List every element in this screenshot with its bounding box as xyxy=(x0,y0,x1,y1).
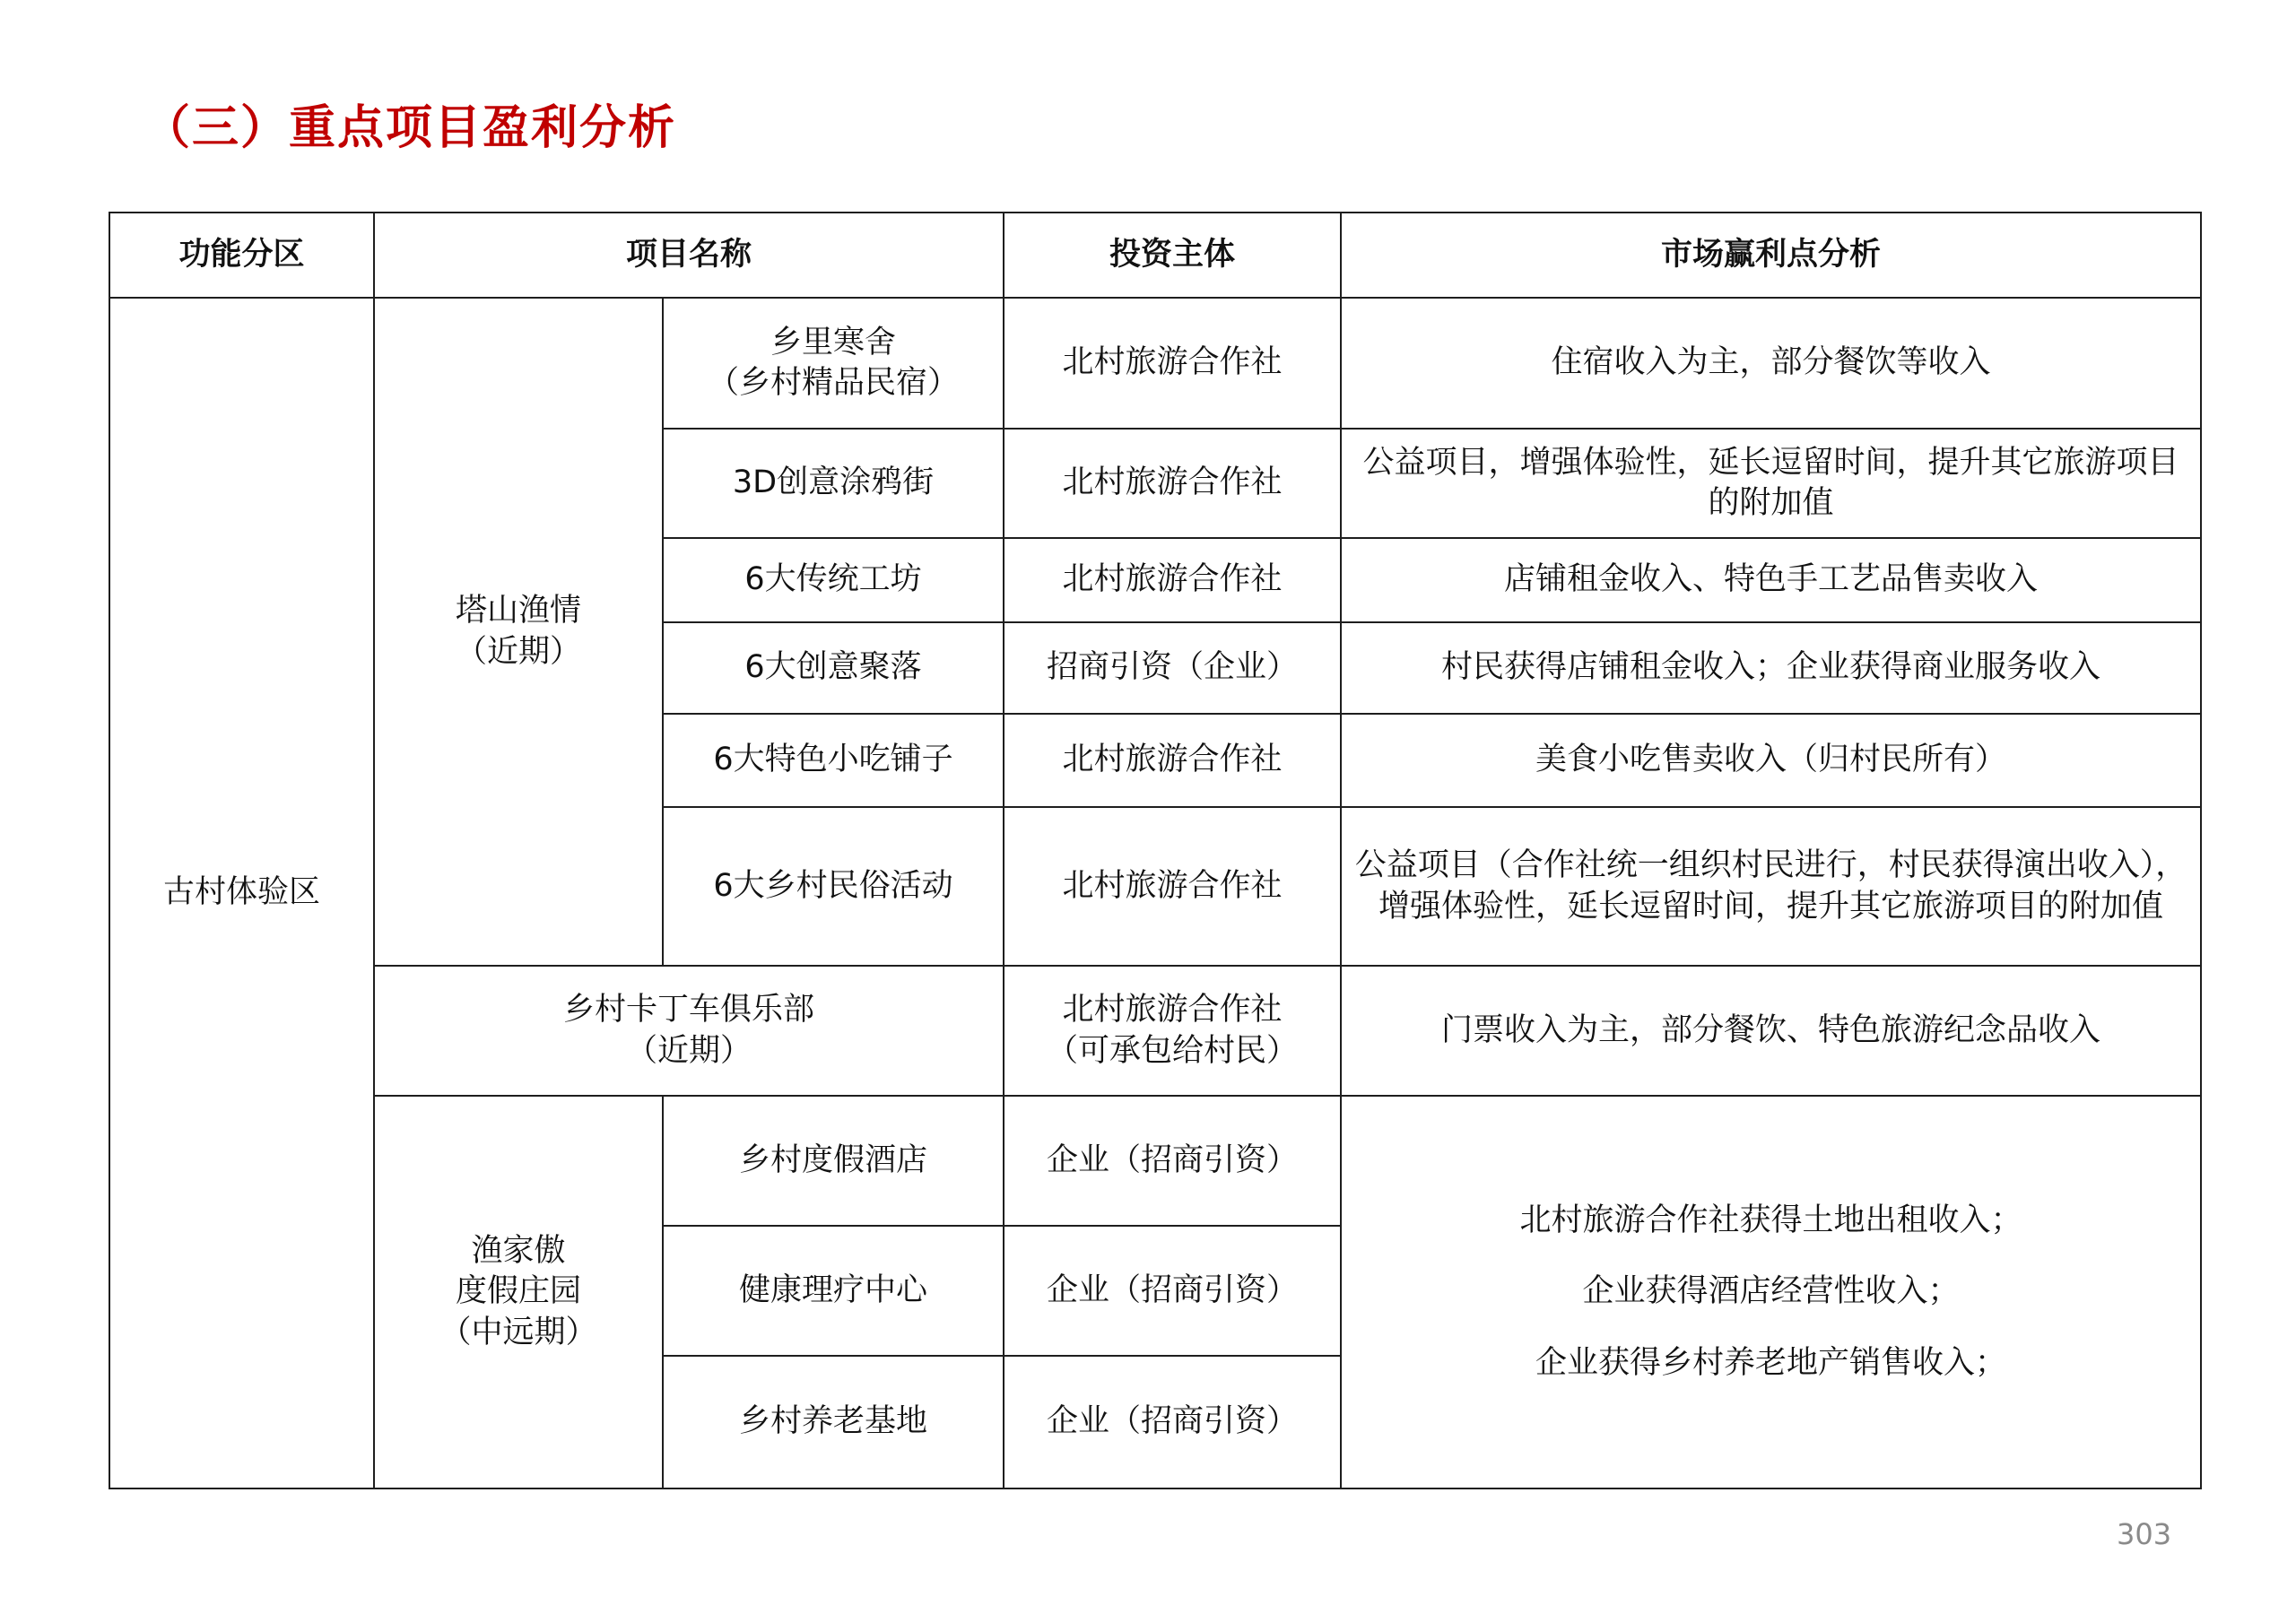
group-name-line1: 渔家傲 xyxy=(471,1232,566,1269)
investor-note: （可承包给村民） xyxy=(1047,1032,1299,1069)
profit-analysis-table xyxy=(109,212,2202,1489)
investor-cell: 北村旅游合作社 xyxy=(1004,714,1341,807)
header-zone: 功能分区 xyxy=(109,213,374,298)
analysis-cell: 公益项目，增强体验性，延长逗留时间，提升其它旅游项目的附加值 xyxy=(1341,429,2201,538)
zone-cell: 古村体验区 xyxy=(109,298,374,1488)
group-phase: （中远期） xyxy=(439,1314,597,1350)
project-cell: 健康理疗中心 xyxy=(663,1226,1004,1356)
project-cell: 6大特色小吃铺子 xyxy=(663,714,1004,807)
investor-cell: 企业（招商引资） xyxy=(1004,1226,1341,1356)
investor-cell: 北村旅游合作社 xyxy=(1004,538,1341,622)
page-title: （三）重点项目盈利分析 xyxy=(144,101,677,155)
project-cell: 乡村度假酒店 xyxy=(663,1096,1004,1226)
group-phase: （近期） xyxy=(455,633,581,670)
project-cell: 乡村养老基地 xyxy=(663,1356,1004,1488)
investor-cell: 招商引资（企业） xyxy=(1004,622,1341,714)
analysis-line: 北村旅游合作社获得土地出租收入； xyxy=(1519,1202,2022,1238)
group-tashan-cell xyxy=(374,298,663,966)
analysis-line: 企业获得酒店经营性收入； xyxy=(1582,1273,1960,1310)
yujia-analysis-cell xyxy=(1341,1096,2201,1488)
group-name: 乡村卡丁车俱乐部 xyxy=(563,992,815,1028)
group-kart-cell xyxy=(374,966,1004,1096)
analysis-cell: 美食小吃售卖收入（归村民所有） xyxy=(1341,714,2201,807)
analysis-cell: 门票收入为主，部分餐饮、特色旅游纪念品收入 xyxy=(1341,966,2201,1096)
project-cell xyxy=(663,298,1004,429)
header-investor: 投资主体 xyxy=(1004,213,1341,298)
table-row xyxy=(109,1096,2201,1226)
group-phase: （近期） xyxy=(626,1032,752,1069)
investor-cell: 企业（招商引资） xyxy=(1004,1096,1341,1226)
analysis-cell: 公益项目（合作社统一组织村民进行，村民获得演出收入），增强体验性，延长逗留时间，提升其它旅游项目的附加值 xyxy=(1341,807,2201,966)
project-cell: 6大乡村民俗活动 xyxy=(663,807,1004,966)
page-number: 303 xyxy=(2117,1517,2172,1551)
table-header-row xyxy=(109,213,2201,298)
table-row xyxy=(109,298,2201,429)
analysis-cell: 住宿收入为主，部分餐饮等收入 xyxy=(1341,298,2201,429)
project-name: 乡里寒舍 xyxy=(770,324,897,360)
analysis-line: 企业获得乡村养老地产销售收入； xyxy=(1535,1344,2007,1381)
analysis-cell: 村民获得店铺租金收入；企业获得商业服务收入 xyxy=(1341,622,2201,714)
project-subtitle: （乡村精品民宿） xyxy=(708,365,960,401)
header-project: 项目名称 xyxy=(374,213,1004,298)
investor-cell: 企业（招商引资） xyxy=(1004,1356,1341,1488)
investor-cell: 北村旅游合作社 xyxy=(1004,429,1341,538)
header-analysis: 市场赢利点分析 xyxy=(1341,213,2201,298)
investor-cell xyxy=(1004,966,1341,1096)
group-yujia-cell xyxy=(374,1096,663,1488)
group-name: 塔山渔情 xyxy=(455,593,581,629)
analysis-cell: 店铺租金收入、特色手工艺品售卖收入 xyxy=(1341,538,2201,622)
project-cell: 3D创意涂鸦街 xyxy=(663,429,1004,538)
project-cell: 6大创意聚落 xyxy=(663,622,1004,714)
investor-cell: 北村旅游合作社 xyxy=(1004,807,1341,966)
table-row xyxy=(109,966,2201,1096)
group-name-line2: 度假庄园 xyxy=(455,1273,581,1310)
investor-name: 北村旅游合作社 xyxy=(1062,992,1283,1028)
investor-cell: 北村旅游合作社 xyxy=(1004,298,1341,429)
project-cell: 6大传统工坊 xyxy=(663,538,1004,622)
